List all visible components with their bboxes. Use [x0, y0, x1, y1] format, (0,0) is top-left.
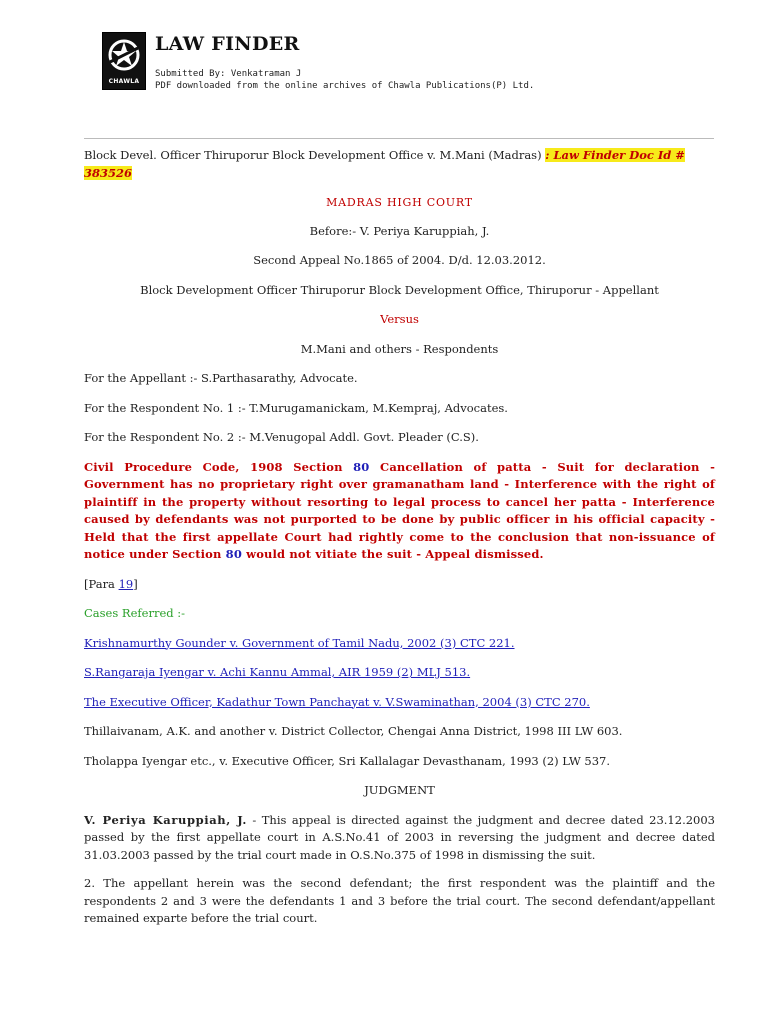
case-thillaivanam: Thillaivanam, A.K. and another v. District Collector, Chengai Anna District, 1998 III LW 603. — [84, 724, 623, 738]
chawla-logo — [102, 32, 146, 90]
header-meta — [155, 68, 534, 92]
summary-part-1: Civil Procedure Code, 1908 Section — [84, 459, 354, 474]
case-tholappa: Tholappa Iyengar etc., v. Executive Officer, Sri Kallalagar Devasthanam, 1993 (2) LW 537. — [84, 753, 611, 768]
appellant-line: Block Development Officer Thiruporur Block Development Office, Thiruporur - Appellant — [140, 282, 659, 297]
submitted-by: Submitted By: Venkatraman J — [155, 69, 302, 79]
header-divider — [84, 138, 714, 139]
respondents-line: M.Mani and others - Respondents — [300, 341, 499, 356]
case-link-krishnamurthy[interactable]: Krishnamurthy Gounder v. Government of Tamil Nadu, 2002 (3) CTC 221. — [84, 635, 515, 650]
brand-title: LAW FINDER — [155, 33, 300, 55]
case-link-kadathur[interactable]: The Executive Officer, Kadathur Town Panchayat v. V.Swaminathan, 2004 (3) CTC 270. — [84, 694, 590, 709]
counsel-respondent-2: For the Respondent No. 2 :- M.Venugopal Addl. Govt. Pleader (C.S). — [84, 430, 479, 444]
section-80-link-2[interactable]: 80 — [225, 547, 242, 561]
download-note: PDF downloaded from the online archives of Chawla Publications(P) Ltd. — [155, 81, 535, 91]
bench: Before:- V. Periya Karuppiah, J. — [309, 223, 490, 238]
case-link-rangaraja[interactable]: S.Rangaraja Iyengar v. Achi Kannu Ammal, AIR 1959 (2) MLJ 513. — [84, 665, 471, 679]
document-body — [84, 146, 715, 928]
para-reference — [84, 576, 715, 594]
versus: Versus — [380, 312, 419, 326]
headnote-summary — [84, 459, 715, 564]
court-name: MADRAS HIGH COURT — [326, 196, 473, 209]
counsel-respondent-1: For the Respondent No. 1 :- T.Murugamanickam, M.Kempraj, Advocates. — [84, 400, 508, 415]
para-1-text: - This appeal is directed against the judgment and decree dated 23.12.2003 passed by the first appellate court in A.S.No.41 of 2003 in reversing the judgment and decree dated 31.03.2003 passed by the trial court made in O.S.No.375 of 1998 in dismissing the suit. — [84, 812, 715, 862]
counsel-appellant: For the Appellant :- S.Parthasarathy, Advocate. — [84, 371, 358, 385]
para-suffix: ] — [133, 576, 138, 591]
judgment-heading: JUDGMENT — [364, 783, 435, 797]
appeal-number: Second Appeal No.1865 of 2004. D/d. 12.03.2012. — [253, 253, 546, 267]
cases-referred-heading: Cases Referred :- — [84, 606, 186, 620]
star-logo-icon — [106, 36, 142, 74]
section-80-link-1[interactable]: 80 — [353, 459, 370, 474]
judgment-para-2: 2. The appellant herein was the second defendant; the first respondent was the plaintiff and the respondents 2 and 3 were the defendants 1 and 3 before the trial court. The second defendant/appellant remained exparte before the trial court. — [84, 876, 715, 925]
case-title: Block Devel. Officer Thiruporur Block Development Office v. M.Mani (Madras) — [84, 148, 542, 162]
logo-caption: CHAWLA — [108, 78, 140, 85]
case-title-line — [84, 147, 715, 182]
para-prefix: [Para — [84, 576, 119, 591]
judge-name: V. Periya Karuppiah, J. — [84, 812, 247, 827]
doc-id-highlight: : Law Finder Doc Id # 383526 — [84, 148, 685, 180]
summary-part-2: Cancellation of patta - Suit for declaration - Government has no proprietary right over gramanatham land - Interference with the right of plaintiff in the property without resorting to legal process to cancel her patta - Interference caused by defendants was not purported to be done by public officer in his official capacity - Held that the first appellate Court had rightly come to the conclusion that non-issuance of notice under Section — [84, 459, 715, 561]
summary-part-3: would not vitiate the suit - Appeal dismissed. — [241, 547, 544, 561]
para-19-link[interactable]: 19 — [118, 576, 134, 591]
judgment-para-1 — [84, 812, 715, 865]
